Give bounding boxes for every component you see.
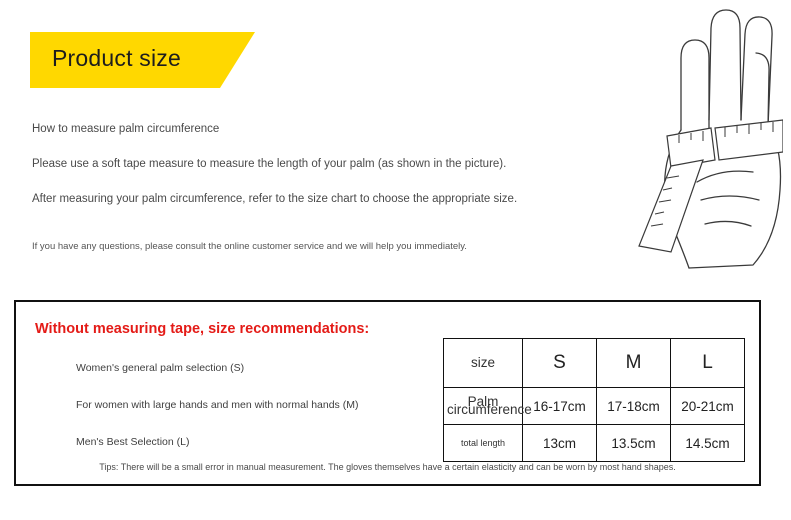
row-label-palm-circumference: Palm circumference	[444, 388, 523, 425]
list-item: Women's general palm selection (S)	[76, 362, 245, 374]
cell-length-m: 13.5cm	[597, 425, 671, 462]
row-label-total-length: total length	[444, 425, 523, 462]
table-header-s: S	[523, 339, 597, 388]
recommendation-box	[14, 300, 761, 486]
intro-line-2: Please use a soft tape measure to measure the length of your palm (as shown in the picture).	[32, 158, 507, 170]
size-chart-table	[443, 338, 745, 462]
hand-with-measuring-tape-icon	[453, 0, 783, 290]
tips-text: Tips: There will be a small error in manual measurement. The gloves themselves have a certain elasticity and can be worn by most hand shapes.	[99, 462, 676, 472]
cell-palm-m: 17-18cm	[597, 388, 671, 425]
cell-palm-s: 16-17cm	[523, 388, 597, 425]
table-header-size: size	[444, 339, 523, 388]
page-title: Product size	[52, 45, 181, 71]
list-item: For women with large hands and men with normal hands (M)	[76, 399, 359, 411]
table-row	[444, 425, 745, 462]
hand-illustration	[453, 0, 783, 290]
recommendation-title: Without measuring tape, size recommendations:	[35, 321, 370, 337]
table-row-header	[444, 339, 745, 388]
intro-line-1: How to measure palm circumference	[32, 123, 220, 135]
table-header-m: M	[597, 339, 671, 388]
recommendation-list	[76, 362, 446, 473]
intro-note: If you have any questions, please consult the online customer service and we will help you immediately.	[32, 241, 467, 252]
cell-length-l: 14.5cm	[671, 425, 745, 462]
list-item: Men's Best Selection (L)	[76, 436, 190, 448]
table-header-l: L	[671, 339, 745, 388]
header-banner	[30, 32, 255, 88]
cell-palm-l: 20-21cm	[671, 388, 745, 425]
intro-line-3: After measuring your palm circumference, refer to the size chart to choose the appropriate size.	[32, 193, 518, 205]
cell-length-s: 13cm	[523, 425, 597, 462]
table-row	[444, 388, 745, 425]
